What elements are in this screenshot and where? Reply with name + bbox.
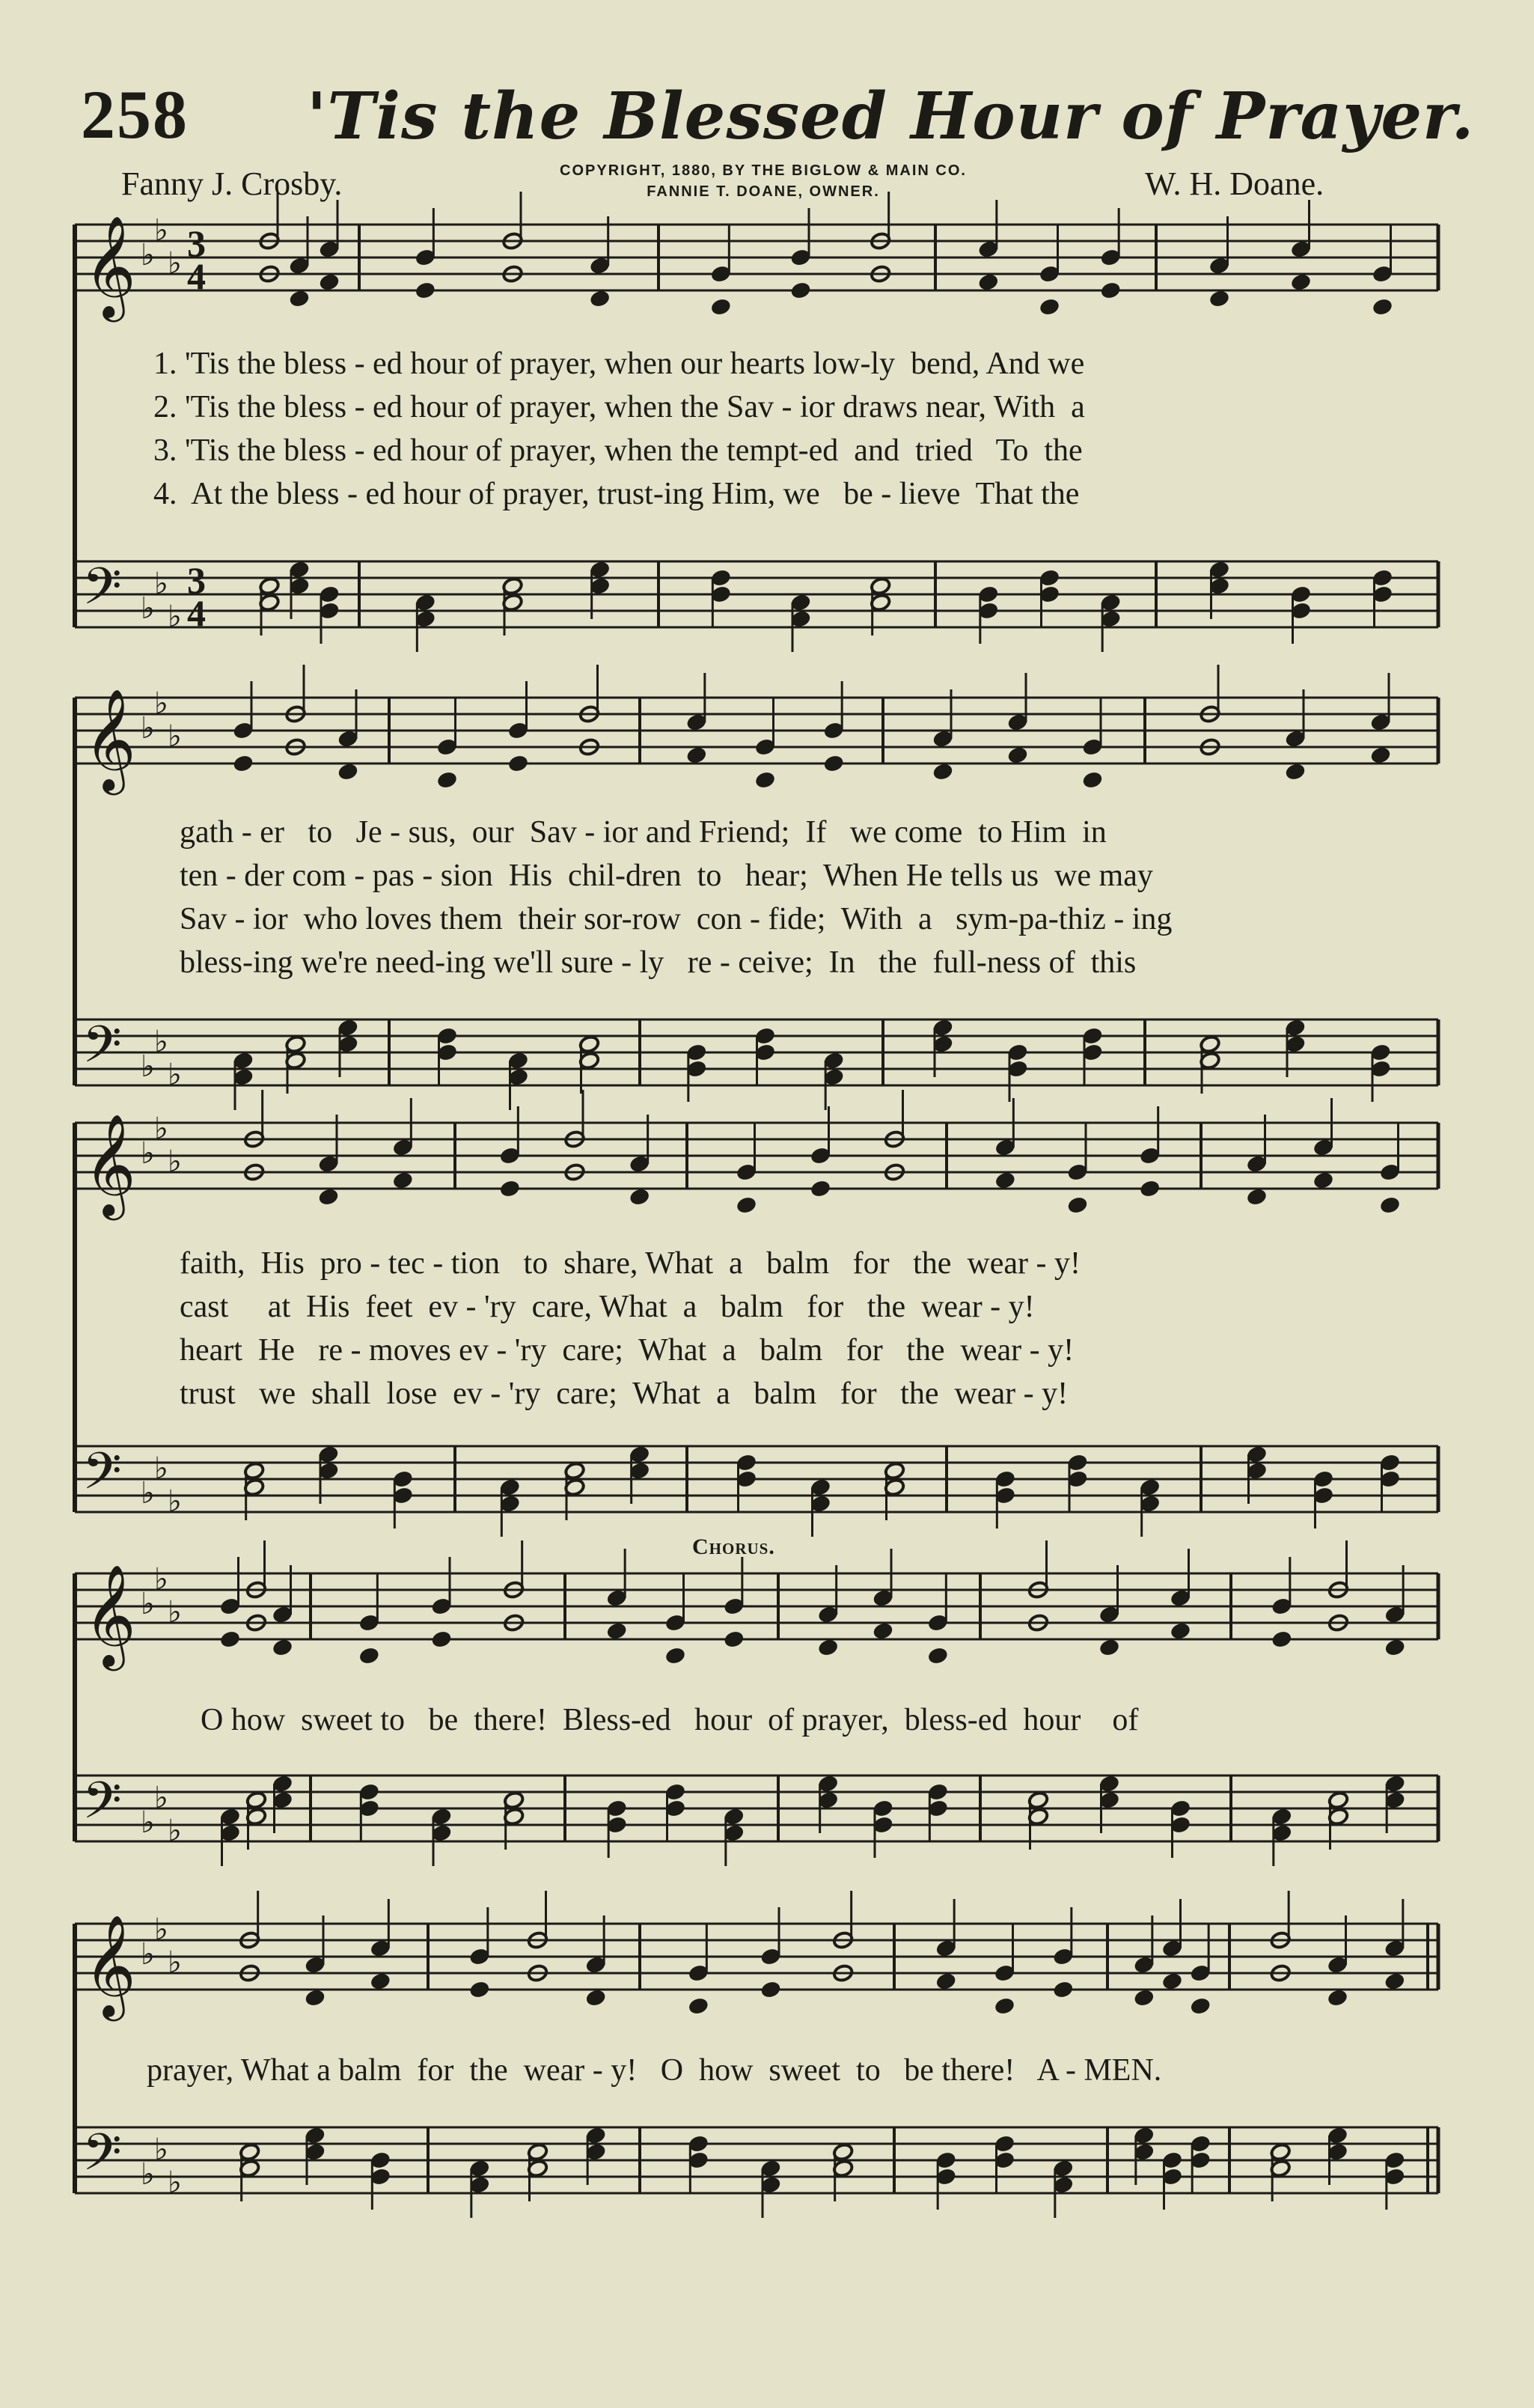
flat-sign: ♭: [168, 1144, 182, 1179]
composer-credit: W. H. Doane.: [1145, 165, 1324, 202]
flat-sign: ♭: [141, 1476, 155, 1511]
treble-note-head: [305, 1988, 326, 2007]
flat-sign: ♭: [154, 1912, 168, 1947]
flat-sign: ♭: [168, 719, 182, 754]
flat-sign: ♭: [141, 591, 155, 626]
treble-note-head: [1208, 289, 1230, 308]
copyright-line-2: FANNIE T. DOANE, OWNER.: [647, 183, 880, 200]
system-1-treble-clef: 𝄞: [84, 214, 136, 317]
treble-note-head: [760, 1980, 782, 1999]
treble-note-head: [1290, 272, 1312, 291]
verse-2-line-2: ten - der com - pas - sion His chil-dren to hear; When He tells us we may: [180, 859, 1153, 893]
flat-sign: ♭: [168, 600, 182, 634]
copyright-line-1: COPYRIGHT, 1880, BY THE BIGLOW & MAIN CO.: [560, 162, 967, 179]
flat-sign: ♭: [154, 1781, 168, 1815]
treble-note-head: [589, 289, 611, 308]
treble-note-head: [927, 1646, 949, 1665]
verse-1-line-3: faith, His pro - tec - tion to share, What a balm for the wear - y!: [180, 1246, 1081, 1281]
verse-4-line-1: 4. At the bless - ed hour of prayer, trust-ing Him, we be - lieve That the: [153, 477, 1080, 511]
hymn-title: 'Tis the Blessed Hour of Prayer.: [307, 79, 1475, 154]
flat-sign: ♭: [154, 213, 168, 248]
chorus-line-1: O how sweet to be there! Bless-ed hour of prayer, bless-ed hour of: [201, 1703, 1139, 1737]
treble-note-head: [935, 1972, 957, 1990]
flat-sign: ♭: [141, 1587, 155, 1621]
system-5-treble-clef: 𝄞: [84, 1913, 136, 2017]
treble-note-head: [1190, 1996, 1211, 2015]
treble-note-head: [319, 272, 340, 291]
flat-sign: ♭: [141, 1136, 155, 1171]
verse-1-line-1: 1. 'Tis the bless - ed hour of prayer, when our hearts low-ly bend, And we: [153, 347, 1085, 381]
treble-note-head: [1246, 1187, 1268, 1206]
hymn-number: 258: [81, 76, 189, 153]
flat-sign: ♭: [154, 1562, 168, 1597]
treble-note-head: [233, 754, 254, 772]
verse-3-line-2: Sav - ior who loves them their sor-row con - fide; With a sym-pa-thiz - ing: [180, 902, 1173, 936]
treble-note-head: [436, 770, 458, 789]
treble-note-head: [754, 770, 776, 789]
flat-sign: ♭: [168, 1058, 182, 1092]
treble-note-head: [810, 1179, 831, 1198]
treble-note-head: [1133, 1988, 1155, 2007]
system-4-treble-clef: 𝄞: [84, 1563, 136, 1666]
treble-note-head: [468, 1980, 490, 1999]
treble-note-head: [1379, 1195, 1401, 1214]
treble-note-head: [994, 1171, 1016, 1189]
flat-sign: ♭: [154, 1025, 168, 1059]
flat-sign: ♭: [154, 686, 168, 721]
treble-note-head: [337, 762, 359, 781]
flat-sign: ♭: [168, 1484, 182, 1519]
time-signature-digit: 3: [187, 222, 206, 264]
time-signature-digit: 4: [187, 255, 206, 297]
flat-sign: ♭: [168, 1945, 182, 1980]
treble-note-head: [392, 1171, 414, 1189]
treble-note-head: [289, 289, 311, 308]
flat-sign: ♭: [141, 711, 155, 746]
system-4-bass-clef: 𝄢: [82, 1772, 122, 1843]
treble-note-head: [932, 762, 954, 781]
treble-note-head: [219, 1630, 241, 1648]
verse-3-line-3: heart He re - moves ev - 'ry care; What a balm for the wear - y!: [180, 1333, 1075, 1368]
author-credit: Fanny J. Crosby.: [121, 165, 343, 202]
system-3-bass-clef: 𝄢: [82, 1442, 122, 1514]
treble-note-head: [1067, 1195, 1089, 1214]
treble-note-head: [272, 1638, 293, 1656]
flat-sign: ♭: [141, 2157, 155, 2192]
treble-note-head: [688, 1996, 709, 2015]
system-1-bass-clef: 𝄢: [82, 558, 122, 629]
treble-note-head: [318, 1187, 340, 1206]
flat-sign: ♭: [154, 567, 168, 601]
system-5-bass-clef: 𝄢: [82, 2124, 122, 2195]
flat-sign: ♭: [168, 1595, 182, 1630]
treble-note-head: [736, 1195, 757, 1214]
treble-note-head: [1327, 1988, 1348, 2007]
treble-note-head: [817, 1638, 839, 1656]
treble-note-head: [873, 1621, 894, 1640]
flat-sign: ♭: [168, 2165, 182, 2200]
treble-note-head: [1170, 1621, 1191, 1640]
treble-note-head: [685, 746, 707, 764]
flat-sign: ♭: [168, 246, 182, 281]
flat-sign: ♭: [154, 1451, 168, 1486]
verse-4-line-3: trust we shall lose ev - 'ry care; What a balm for the wear - y!: [180, 1377, 1069, 1411]
verse-1-line-2: gath - er to Je - sus, our Sav - ior and Friend; If we come to Him in: [180, 815, 1107, 850]
chorus-label: Chorus.: [692, 1534, 775, 1559]
treble-note-head: [1372, 297, 1393, 316]
treble-note-head: [1082, 770, 1104, 789]
treble-note-head: [1039, 297, 1060, 316]
system-3-treble-clef: 𝄞: [84, 1112, 136, 1216]
treble-note-head: [1285, 762, 1307, 781]
treble-note-head: [1384, 1638, 1406, 1656]
treble-note-head: [994, 1996, 1015, 2015]
treble-note-head: [585, 1988, 607, 2007]
time-signature-digit: 4: [187, 592, 206, 634]
treble-note-head: [977, 272, 999, 291]
treble-note-head: [431, 1630, 453, 1648]
verse-2-line-3: cast at His feet ev - 'ry care, What a balm for the wear - y!: [180, 1290, 1035, 1324]
treble-note-head: [823, 754, 845, 772]
treble-note-head: [710, 297, 732, 316]
treble-note-head: [664, 1646, 686, 1665]
system-2-treble-clef: 𝄞: [84, 687, 136, 790]
treble-note-head: [1100, 281, 1122, 299]
treble-note-head: [723, 1630, 745, 1648]
treble-note-head: [1007, 746, 1029, 764]
flat-sign: ♭: [168, 1814, 182, 1848]
treble-note-head: [499, 1179, 521, 1198]
treble-note-head: [1384, 1972, 1405, 1990]
treble-note-head: [606, 1621, 628, 1640]
treble-note-head: [1271, 1630, 1292, 1648]
flat-sign: ♭: [154, 1112, 168, 1146]
treble-note-head: [507, 754, 529, 772]
treble-note-head: [1052, 1980, 1074, 1999]
treble-note-head: [415, 281, 436, 299]
treble-note-head: [1139, 1179, 1161, 1198]
treble-note-head: [1098, 1638, 1120, 1656]
verse-4-line-2: bless-ing we're need-ing we'll sure - ly re - ceive; In the full-ness of this: [180, 945, 1137, 980]
chorus-line-2: prayer, What a balm for the wear - y! O how sweet to be there! A - MEN.: [147, 2053, 1162, 2088]
flat-sign: ♭: [141, 1937, 155, 1972]
treble-note-head: [1370, 746, 1392, 764]
verse-2-line-1: 2. 'Tis the bless - ed hour of prayer, when the Sav - ior draws near, With a: [153, 390, 1085, 424]
treble-note-head: [358, 1646, 380, 1665]
flat-sign: ♭: [141, 1049, 155, 1084]
treble-note-head: [1313, 1171, 1334, 1189]
system-2-bass-clef: 𝄢: [82, 1016, 122, 1087]
flat-sign: ♭: [141, 1805, 155, 1840]
treble-note-head: [370, 1972, 391, 1990]
treble-note-head: [1161, 1972, 1183, 1990]
treble-note-head: [790, 281, 812, 299]
verse-3-line-1: 3. 'Tis the bless - ed hour of prayer, when the tempt-ed and tried To the: [153, 433, 1083, 468]
treble-note-head: [629, 1187, 650, 1206]
flat-sign: ♭: [141, 238, 155, 272]
time-signature-digit: 3: [187, 559, 206, 601]
flat-sign: ♭: [154, 2133, 168, 2167]
